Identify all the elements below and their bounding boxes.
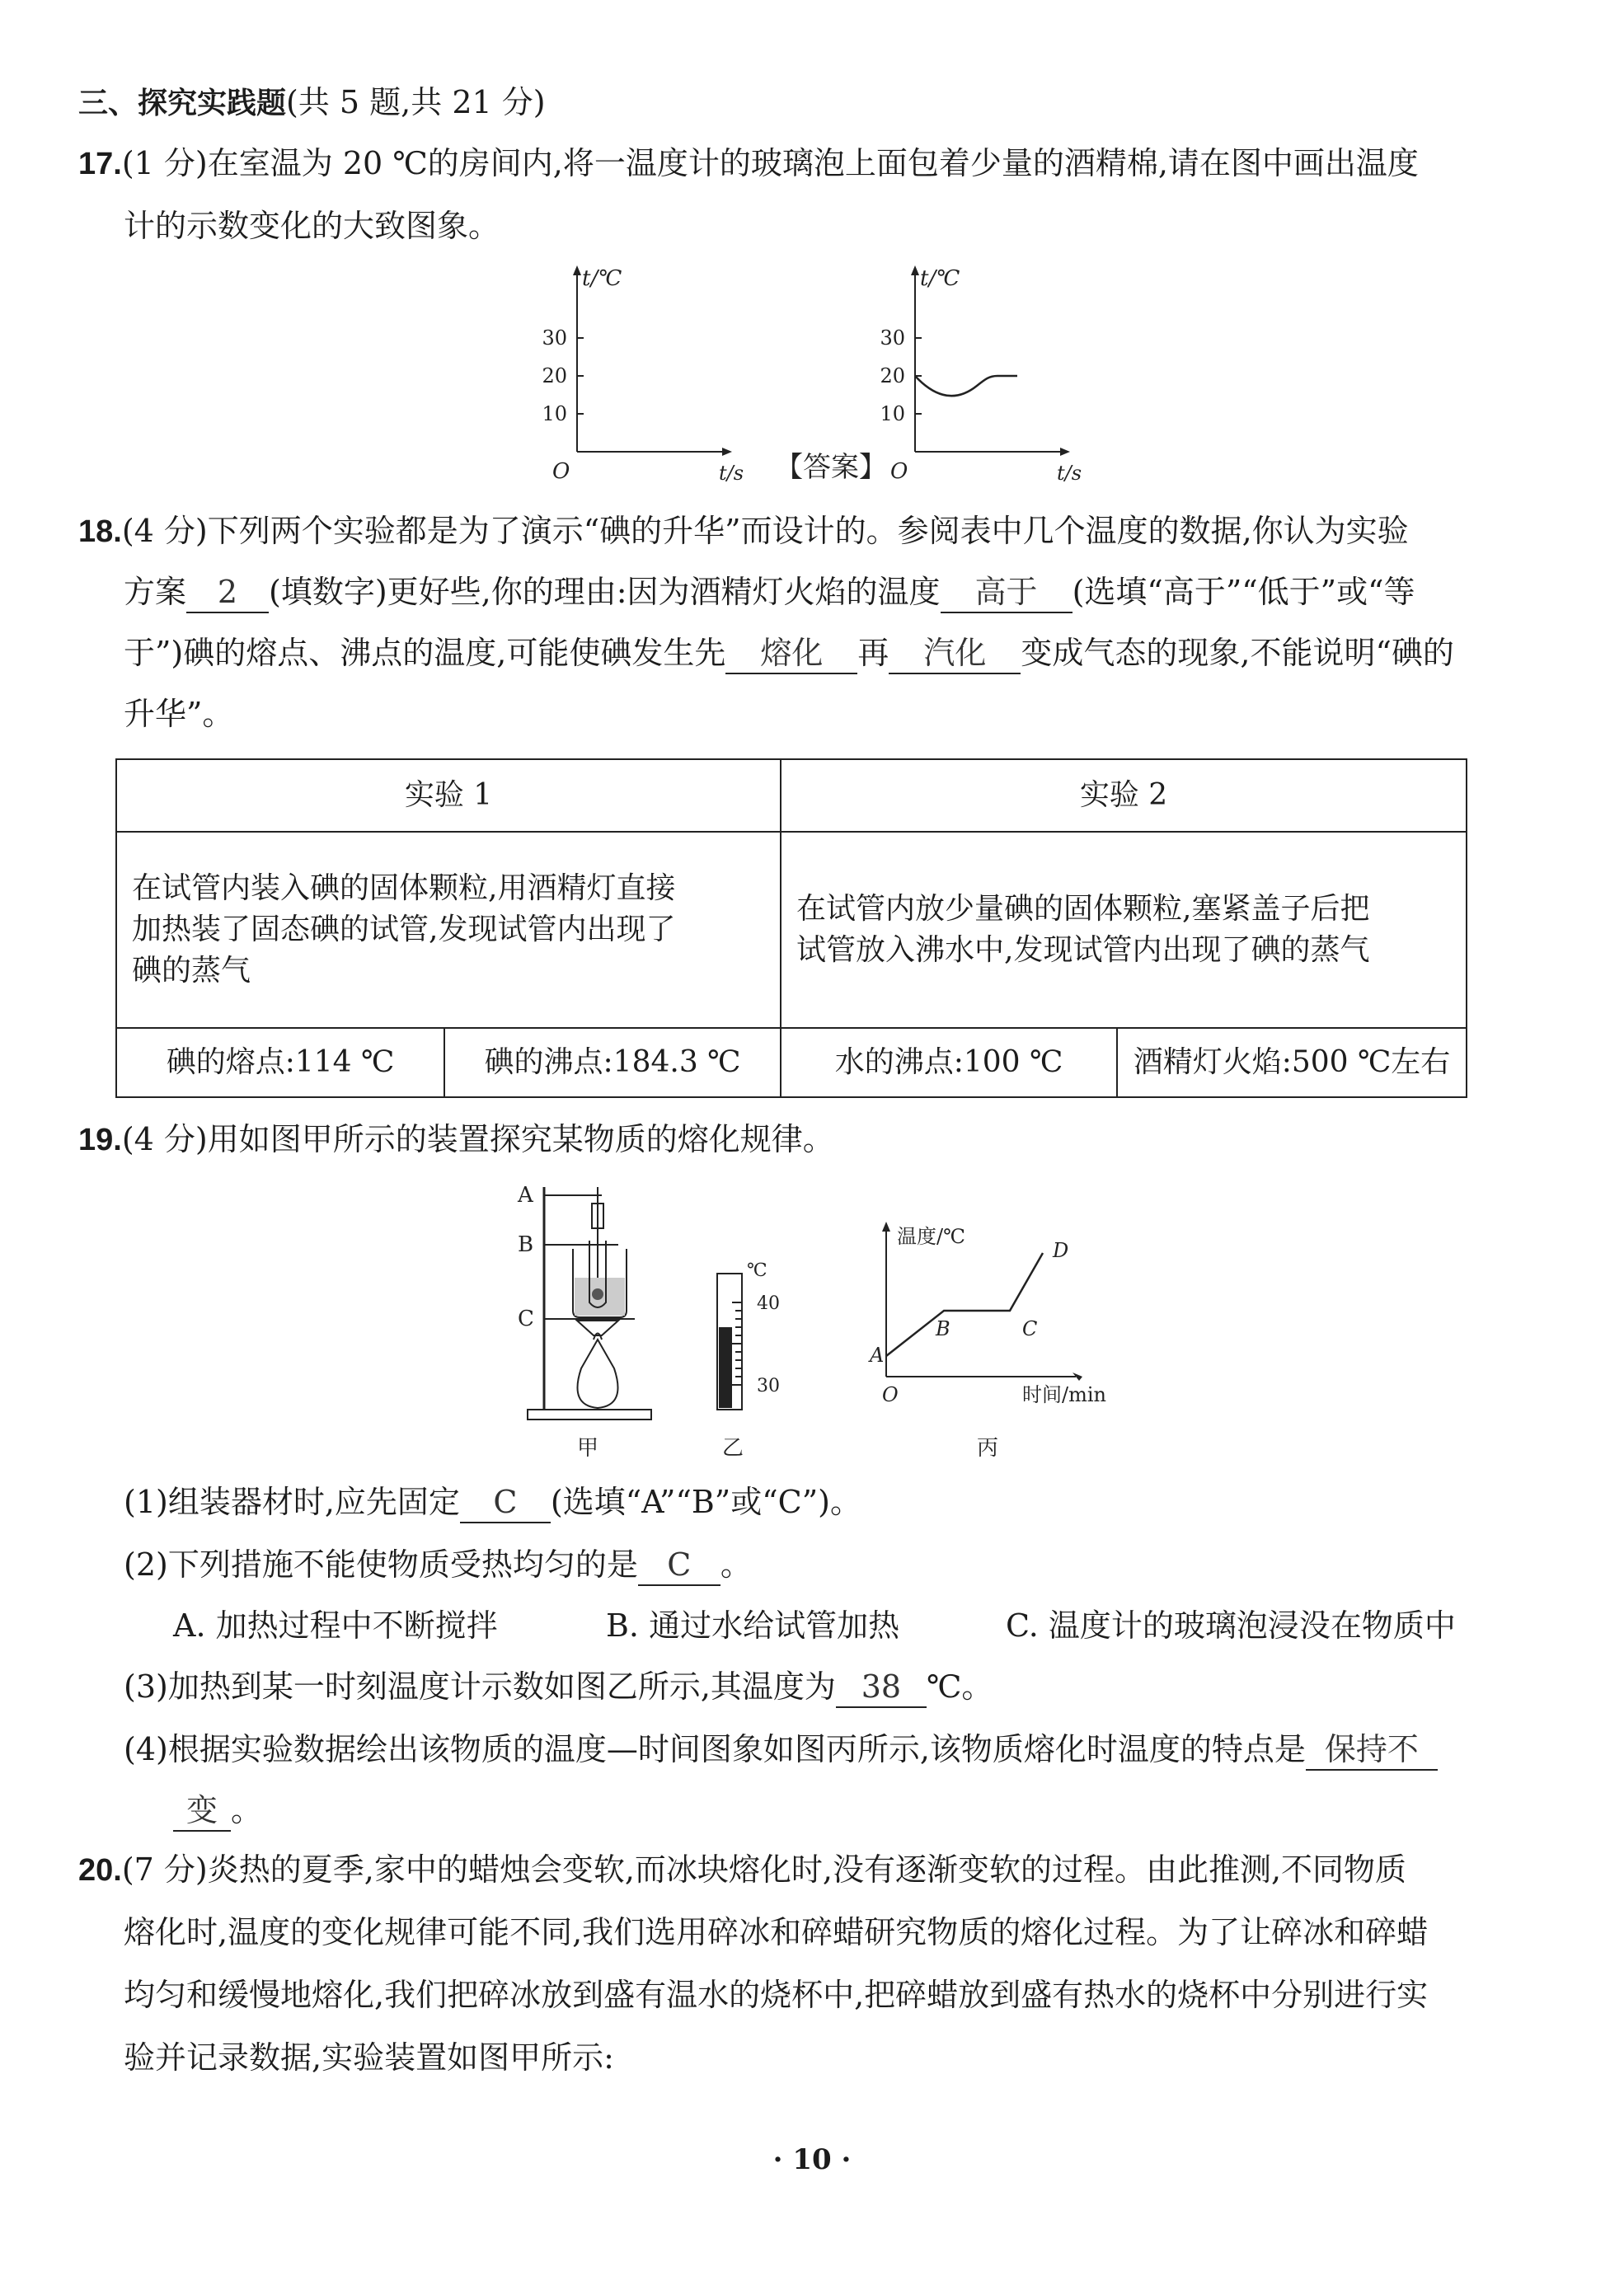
x-label: t/s — [1057, 462, 1082, 485]
x-axis-arrow — [722, 448, 732, 456]
q19-sub4-answer2: 变 — [173, 1790, 231, 1832]
caption-yi: 乙 — [722, 1436, 744, 1461]
desc2-line2: 试管放入沸水中,发现试管内出现了碘的蒸气 — [796, 933, 1370, 967]
curve-xlabel: 时间/min — [1022, 1383, 1106, 1406]
x-label: t/s — [719, 462, 744, 485]
q19-text1: (4 分)用如图甲所示的装置探究某物质的熔化规律。 — [121, 1121, 834, 1157]
q19-number: 19. — [78, 1123, 122, 1157]
q19-sub4-tail: 。 — [231, 1792, 263, 1828]
section-header — [78, 82, 546, 124]
mercury-column — [719, 1327, 732, 1408]
y-label: t/℃ — [582, 266, 622, 291]
stand-base — [528, 1410, 651, 1420]
thermo-30: 30 — [757, 1376, 780, 1396]
q17-number: 17. — [78, 147, 122, 181]
origin-label: O — [890, 459, 908, 484]
q18-text2a: 方案 — [124, 574, 187, 610]
q19-sub3-text: (3)加热到某一时刻温度计示数如图乙所示,其温度为 — [124, 1668, 836, 1705]
point-C: C — [1022, 1317, 1038, 1340]
q18-line3 — [124, 633, 1454, 674]
q18-blank2: 高于 — [941, 572, 1072, 613]
q19-sub3-answer: 38 — [836, 1667, 927, 1708]
q17-text1: (1 分)在室温为 20 ℃的房间内,将一温度计的玻璃泡上面包着少量的酒精棉,请在图中画出温度 — [121, 145, 1419, 181]
q19-sub4-answer1: 保持不 — [1306, 1729, 1438, 1771]
alcohol-lamp — [578, 1340, 618, 1408]
table-cell-water-boiling: 水的沸点:100 ℃ — [781, 1028, 1117, 1097]
origin-label: O — [552, 459, 570, 484]
curve-origin: O — [882, 1383, 899, 1406]
q19-sub2 — [124, 1545, 752, 1586]
q17-blank-graph — [542, 265, 744, 485]
q19-sub1-text: (1)组装器材时,应先固定 — [124, 1484, 460, 1520]
table-cell-iodine-melting: 碘的熔点:114 ℃ — [116, 1028, 444, 1097]
melting-curve — [886, 1253, 1043, 1356]
q20-line3: 均匀和缓慢地熔化,我们把碎冰放到盛有温水的烧杯中,把碎蜡放到盛有热水的烧杯中分别进行实 — [124, 1977, 1429, 2013]
answer-tag: 【答案】 — [775, 451, 887, 484]
desc1-line1: 在试管内装入碘的固体颗粒,用酒精灯直接 — [132, 871, 676, 905]
table-header-exp2: 实验 2 — [781, 759, 1467, 832]
q19-sub3-tail: ℃。 — [926, 1668, 993, 1705]
y-axis-arrow — [573, 265, 581, 275]
thermo-unit: ℃ — [747, 1260, 767, 1281]
q19-sub2-answer: C — [638, 1545, 720, 1586]
point-A: A — [870, 1344, 885, 1367]
q19-sub1-tail: (选填“A”“B”或“C”)。 — [550, 1484, 861, 1520]
q18-text3b: 再 — [857, 635, 889, 671]
q19-option-a: A. 加热过程中不断搅拌 — [173, 1607, 498, 1644]
desc2-line1: 在试管内放少量碘的固体颗粒,塞紧盖子后把 — [796, 892, 1370, 926]
table-desc-exp1 — [116, 832, 781, 1028]
q18-line4: 升华”。 — [124, 696, 234, 732]
melting-curve-figure — [868, 1222, 1106, 1461]
point-B: B — [936, 1317, 950, 1340]
q19-option-b: B. 通过水给试管加热 — [606, 1607, 900, 1644]
substance — [592, 1288, 603, 1300]
label-C: C — [518, 1307, 534, 1331]
q20-line2: 熔化时,温度的变化规律可能不同,我们选用碎冰和碎蜡研究物质的熔化过程。为了让碎冰和碎蜡 — [124, 1914, 1429, 1950]
q18-blank1: 2 — [186, 572, 269, 613]
q17-line2: 计的示数变化的大致图象。 — [124, 208, 500, 244]
q18-text3c: 变成气态的现象,不能说明“碘的 — [1021, 635, 1454, 671]
q19-sub2-tail: 。 — [720, 1546, 752, 1583]
q17-line1 — [78, 143, 1419, 184]
q18-blank3: 熔化 — [725, 633, 857, 674]
label-A: A — [518, 1183, 533, 1208]
q18-blank4: 汽化 — [889, 633, 1021, 674]
y-label: t/℃ — [920, 266, 960, 291]
table-data-row — [116, 1028, 1467, 1097]
q20-line1 — [78, 1850, 1406, 1890]
thermometer-figure — [717, 1260, 780, 1461]
label-B: B — [518, 1232, 534, 1257]
q19-sub1 — [124, 1482, 861, 1523]
section-title: 三、探究实践题 — [78, 87, 287, 120]
q17-answer-graph — [880, 265, 1082, 485]
table-desc-exp2 — [781, 832, 1467, 1028]
table-cell-iodine-boiling: 碘的沸点:184.3 ℃ — [444, 1028, 781, 1097]
q19-sub1-answer: C — [460, 1482, 551, 1523]
q18-text2c: (选填“高于”“低于”或“等 — [1072, 574, 1415, 610]
point-D: D — [1053, 1239, 1069, 1262]
page-number: · 10 · — [772, 2143, 852, 2176]
q18-number: 18. — [78, 514, 122, 549]
q18-line2 — [124, 572, 1415, 613]
tick-label-10: 10 — [880, 402, 905, 425]
q19-sub4-cont — [173, 1790, 262, 1832]
table-header-exp1: 实验 1 — [116, 759, 781, 832]
q19-sub4-text: (4)根据实验数据绘出该物质的温度—时间图象如图丙所示,该物质熔化时温度的特点是 — [124, 1731, 1306, 1767]
answer-curve — [915, 376, 1017, 396]
q20-text1: (7 分)炎热的夏季,家中的蜡烛会变软,而冰块熔化时,没有逐渐变软的过程。由此推测,不同物质 — [121, 1851, 1407, 1888]
q18-line1 — [78, 511, 1409, 551]
y-axis-arrow — [882, 1222, 890, 1232]
caption-bing: 丙 — [977, 1436, 999, 1461]
q19-sub3 — [124, 1667, 993, 1708]
desc1-line3: 碘的蒸气 — [132, 954, 251, 988]
tick-label-20: 20 — [880, 364, 905, 387]
tick-label-20: 20 — [542, 364, 567, 387]
table-header-row — [116, 759, 1467, 832]
tick-label-30: 30 — [880, 326, 905, 350]
table-cell-flame: 酒精灯火焰:500 ℃左右 — [1117, 1028, 1467, 1097]
q19-sub2-text: (2)下列措施不能使物质受热均匀的是 — [124, 1546, 638, 1583]
q18-text2b: (填数字)更好些,你的理由:因为酒精灯火焰的温度 — [269, 574, 941, 610]
section-note: (共 5 题,共 21 分) — [286, 84, 546, 120]
x-axis-arrow — [1060, 448, 1070, 456]
desc1-line2: 加热装了固态碘的试管,发现试管内出现了 — [132, 913, 676, 946]
caption-jia: 甲 — [577, 1436, 599, 1461]
table-desc-row — [116, 832, 1467, 1028]
tick-label-30: 30 — [542, 326, 567, 350]
q18-text3a: 于”)碘的熔点、沸点的温度,可能使碘发生先 — [124, 635, 726, 671]
q19-sub4 — [124, 1729, 1438, 1771]
q18-text1: (4 分)下列两个实验都是为了演示“碘的升华”而设计的。参阅表中几个温度的数据,你认为实验 — [121, 513, 1409, 549]
apparatus-figure — [517, 1183, 651, 1461]
q19-option-c: C. 温度计的玻璃泡浸没在物质中 — [1006, 1607, 1456, 1644]
iodine-experiment-table — [115, 758, 1467, 1098]
q20-number: 20. — [78, 1853, 122, 1888]
thermo-40: 40 — [757, 1293, 780, 1314]
q20-line4: 验并记录数据,实验装置如图甲所示: — [124, 2039, 614, 2076]
q19-line1 — [78, 1119, 834, 1160]
q17-graphs — [528, 262, 1105, 493]
curve-ylabel: 温度/℃ — [897, 1225, 965, 1248]
y-axis-arrow — [911, 265, 919, 275]
q19-figures — [495, 1171, 1138, 1467]
tick-label-10: 10 — [542, 402, 567, 425]
